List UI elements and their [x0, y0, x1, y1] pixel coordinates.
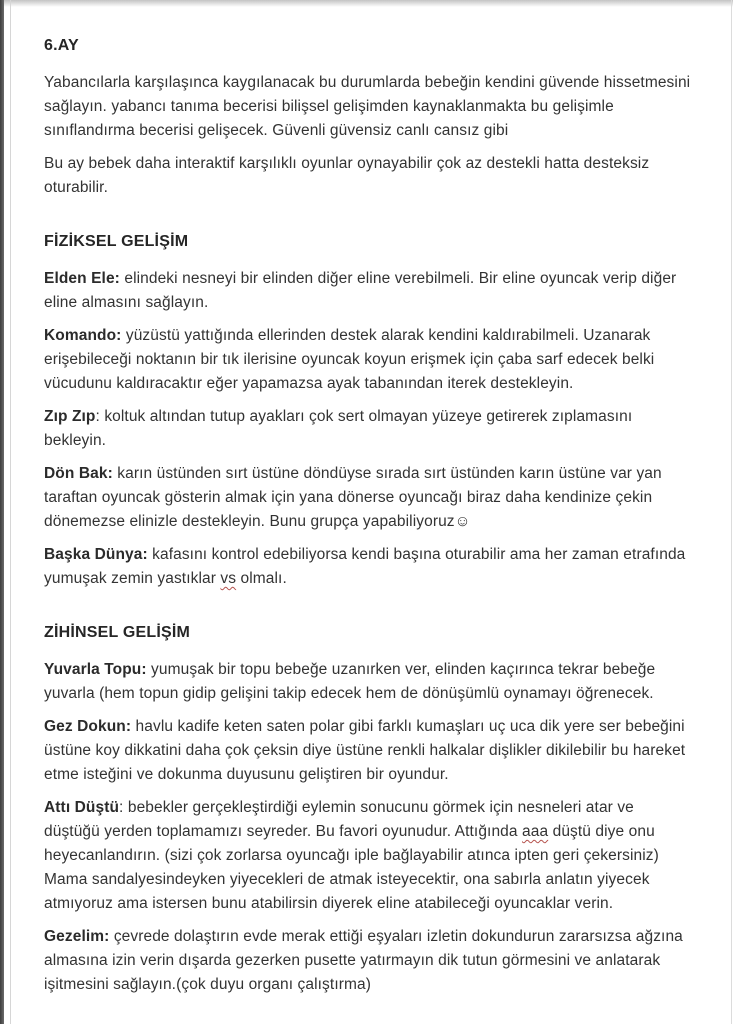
paragraph-lead: Komando:: [44, 327, 122, 344]
paragraph: [44, 462, 694, 534]
paragraph: [44, 796, 694, 916]
spellcheck-word: vs: [220, 570, 237, 587]
text-segment: : bebekler gerçekleştirdiği eylemin sonucunu görmek için nesneleri atar ve düştüğü yerden toplamamızı seyreder. Bu favori oyunudur. Attığında: [44, 799, 634, 840]
text-segment: çevrede dolaştırın evde merak ettiği eşyaları izletin dokundurun zararsızsa ağzına almasına izin verin dışarda gezerken pusette yatırmayın dik tutun görmesini ve anlatarak işitmesini sağlayın.(çok duyu organı çalıştırma): [44, 928, 683, 993]
paragraph: [44, 71, 694, 143]
paragraph: [44, 152, 694, 200]
document-content: [44, 34, 694, 1006]
section-heading: FİZİKSEL GELİŞİM: [44, 233, 189, 250]
text-segment: olmalı.: [236, 570, 287, 587]
spellcheck-word: aaa: [522, 823, 549, 840]
paragraph-lead: Attı Düştü: [44, 799, 120, 816]
page-right-border: [731, 0, 732, 1024]
smiley-emoticon: ☺: [454, 513, 471, 530]
text-segment: kafasını kontrol edebiliyorsa kendi başına oturabilir ama her zaman etrafında yumuşak zemin yastıklar: [44, 546, 686, 587]
text-segment: Bu ay bebek daha interaktif karşılıklı oyunlar oynayabilir çok az destekli hatta desteksiz oturabilir.: [44, 155, 650, 196]
paragraph-lead: Gez Dokun:: [44, 718, 132, 735]
paragraph-lead: Yuvarla Topu:: [44, 661, 147, 678]
section-heading: ZİHİNSEL GELİŞİM: [44, 624, 191, 641]
paragraph-lead: Başka Dünya:: [44, 546, 148, 563]
text-segment: elindeki nesneyi bir elinden diğer eline verebilmeli. Bir eline oyuncak verip diğer eline almasını sağlayın.: [44, 270, 677, 311]
paragraph-lead: Elden Ele:: [44, 270, 120, 287]
text-segment: karın üstünden sırt üstüne döndüyse sırada sırt üstünden karın üstüne var yan taraftan oyuncak gösterin almak için yana dönerse oyuncağı biraz daha kendinize çekin dönemezse elinizle destekleyin. Bunu grupça yapabiliyoruz: [44, 465, 662, 530]
document-section: [44, 230, 694, 591]
text-segment: havlu kadife keten saten polar gibi farklı kumaşları uç uca dik yere ser bebeğini üstüne koy dikkatini daha çok çeksin diye üstüne renkli halkalar dişlikler dikilebilir bu hareket etme isteğini ve dokunma duyusunu geliştiren bir oyundur.: [44, 718, 686, 783]
text-segment: yüzüstü yattığında ellerinden destek alarak kendini kaldırabilmeli. Uzanarak erişebileceği noktanın bir tık ilerisine oyuncak koyun erişmek için çaba sarf edecek belki vücudunu kaldıracaktır eğer yapamazsa ayak tabanından iterek destekleyin.: [44, 327, 655, 392]
paragraph: [44, 267, 694, 315]
text-segment: düştü diye onu heyecanlandırın. (sizi çok zorlarsa oyuncağı iple bağlayabilir atınca ipten geri çekersiniz) Mama sandalyesindeyken yiyecekleri de atmak isteyecektir, ona sabırla anlatın yiyecek atmıyoruz ama istersen bunu atabilirsin diyerek eline atabileceği oyuncaklar verin.: [44, 823, 659, 912]
paragraph: [44, 405, 694, 453]
document-section: [44, 34, 694, 200]
paragraph: [44, 324, 694, 396]
paragraph: [44, 715, 694, 787]
page-left-border: [10, 0, 11, 1024]
paragraph-lead: Dön Bak:: [44, 465, 113, 482]
document-section: [44, 621, 694, 997]
text-segment: : koltuk altından tutup ayakları çok sert olmayan yüzeye getirerek zıplamasını bekleyin.: [44, 408, 633, 449]
section-heading: 6.AY: [44, 37, 79, 54]
text-segment: Yabancılarla karşılaşınca kaygılanacak bu durumlarda bebeğin kendini güvende hissetmesini sağlayın. yabancı tanıma becerisi bilişsel gelişimden kaynaklanmakta bu gelişimle sınıflandırma becerisi gelişecek. Güvenli güvensiz canlı cansız gibi: [44, 74, 691, 139]
paragraph: [44, 925, 694, 997]
paragraph-lead: Gezelim:: [44, 928, 110, 945]
paragraph: [44, 543, 694, 591]
paragraph-lead: Zıp Zıp: [44, 408, 96, 425]
text-segment: yumuşak bir topu bebeğe uzanırken ver, elinden kaçırınca tekrar bebeğe yuvarla (hem topun gidip gelişini takip edecek hem de dönüşümlü oynamayı öğrenecek.: [44, 661, 656, 702]
paragraph: [44, 658, 694, 706]
page-top-edge: [0, 0, 733, 7]
screen-left-edge: [0, 0, 4, 1024]
